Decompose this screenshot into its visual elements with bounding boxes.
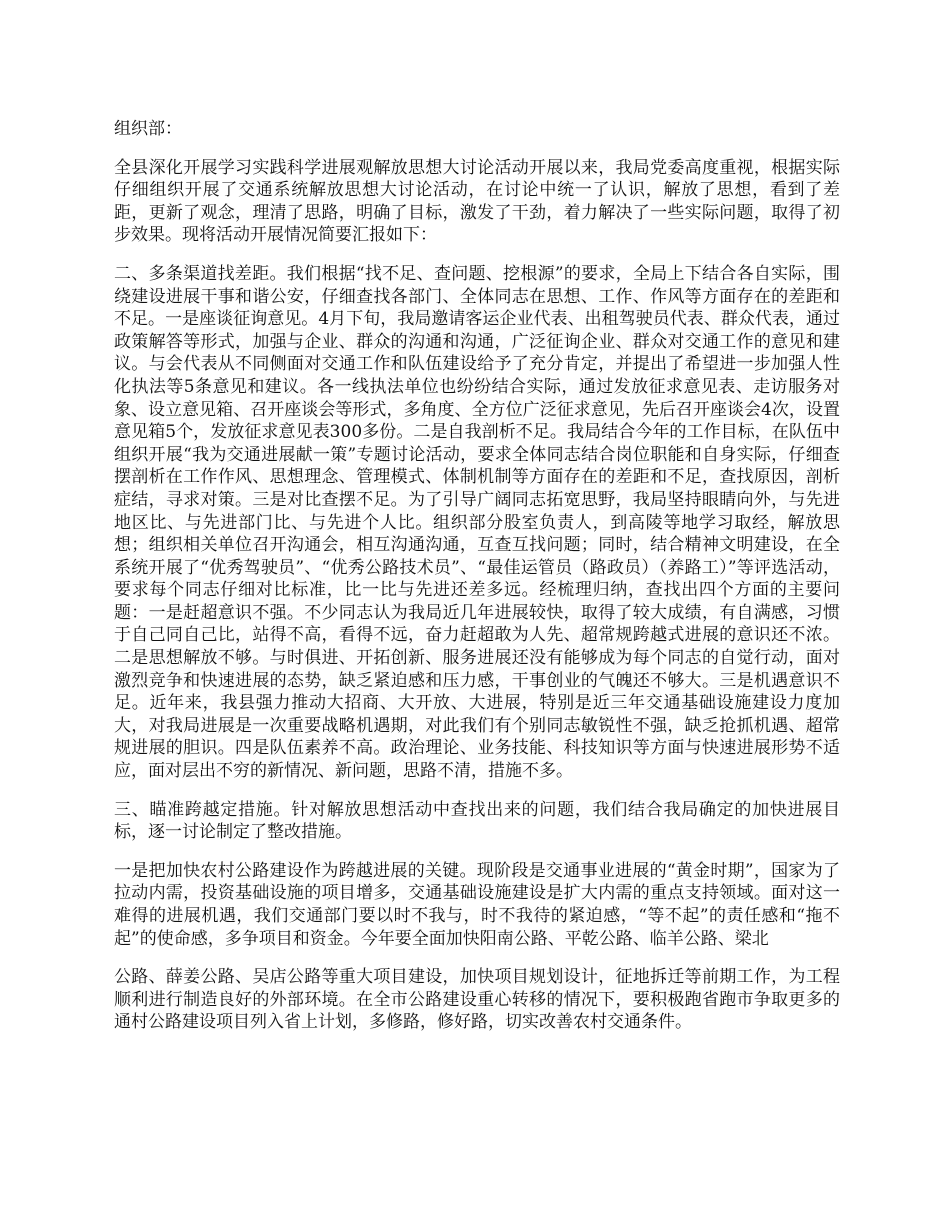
document-body [114,118,840,1050]
paragraph-measure-1-continued: 公路、薛姜公路、吴店公路等重大项目建设，加快项目规划设计，征地拆迁等前期工作，为工程顺利进行制造良好的外部环境。在全市公路建设重心转移的情况下，要积极跑省跑市争取更多的通村公路建设项目列入省上计划，多修路，修好路，切实改善农村交通条件。 [114,967,840,1033]
paragraph-section-2: 二、多条渠道找差距。我们根据“找不足、查问题、挖根源”的要求，全局上下结合各自实际，围绕建设进展干事和谐公安，仔细查找各部门、全体同志在思想、工作、作风等方面存在的差距和不足。一是座谈征询意见。4月下旬，我局邀请客运企业代表、出租驾驶员代表、群众代表，通过政策解答等形式，加强与企业、群众的沟通和沟通，广泛征询企业、群众对交通工作的意见和建议。与会代表从不同侧面对交通工作和队伍建设给予了充分肯定，并提出了希望进一步加强人性化执法等5条意见和建议。各一线执法单位也纷纷结合实际，通过发放征求意见表、走访服务对象、设立意见箱、召开座谈会等形式，多角度、全方位广泛征求意见，先后召开座谈会4次，设置意见箱5个，发放征求意见表300多份。二是自我剖析不足。我局结合今年的工作目标，在队伍中组织开展“我为交通进展献一策”专题讨论活动，要求全体同志结合岗位职能和自身实际，仔细查摆剖析在工作作风、思想理念、管理模式、体制机制等方面存在的差距和不足，查找原因，剖析症结，寻求对策。三是对比查摆不足。为了引导广阔同志拓宽思野，我局坚持眼睛向外，与先进地区比、与先进部门比、与先进个人比。组织部分股室负责人，到高陵等地学习取经，解放思想；组织相关单位召开沟通会，相互沟通沟通，互查互找问题；同时，结合精神文明建设，在全系统开展了“优秀驾驶员”、“优秀公路技术员”、“最佳运管员（路政员）（养路工）”等评选活动，要求每个同志仔细对比标准，比一比与先进还差多远。经梳理归纳，查找出四个方面的主要问题：一是赶超意识不强。不少同志认为我局近几年进展较快，取得了较大成绩，有自满感，习惯于自己同自己比，站得不高，看得不远，奋力赶超敢为人先、超常规跨越式进展的意识还不浓。二是思想解放不够。与时俱进、开拓创新、服务进展还没有能够成为每个同志的自觉行动，面对激烈竞争和快速进展的态势，缺乏紧迫感和压力感，干事创业的气魄还不够大。三是机遇意识不足。近年来，我县强力推动大招商、大开放、大进展，特别是近三年交通基础设施建设力度加大，对我局进展是一次重要战略机遇期，对此我们有个别同志敏锐性不强，缺乏抢抓机遇、超常规进展的胆识。四是队伍素养不高。政治理论、业务技能、科技知识等方面与快速进展形势不适应，面对层出不穷的新情况、新问题，思路不清，措施不多。 [114,263,840,782]
paragraph-measure-1: 一是把加快农村公路建设作为跨越进展的关键。现阶段是交通事业进展的“黄金时期”，国家为了拉动内需，投资基础设施的项目增多，交通基础设施建设是扩大内需的重点支持领域。面对这一难得的进展机遇，我们交通部门要以时不我与，时不我待的紧迫感，“等不起”的责任感和“拖不起”的使命感，多争项目和资金。今年要全面加快阳南公路、平乾公路、临羊公路、梁北 [114,860,840,949]
paragraph-intro: 全县深化开展学习实践科学进展观解放思想大讨论活动开展以来，我局党委高度重视，根据实际仔细组织开展了交通系统解放思想大讨论活动，在讨论中统一了认识，解放了思想，看到了差距，更新了观念，理清了思路，明确了目标，激发了干劲，着力解决了一些实际问题，取得了初步效果。现将活动开展情况简要汇报如下： [114,157,840,246]
paragraph-section-3: 三、瞄准跨越定措施。针对解放思想活动中查找出来的问题，我们结合我局确定的加快进展目标，逐一讨论制定了整改措施。 [114,799,840,843]
salutation: 组织部： [114,119,182,139]
